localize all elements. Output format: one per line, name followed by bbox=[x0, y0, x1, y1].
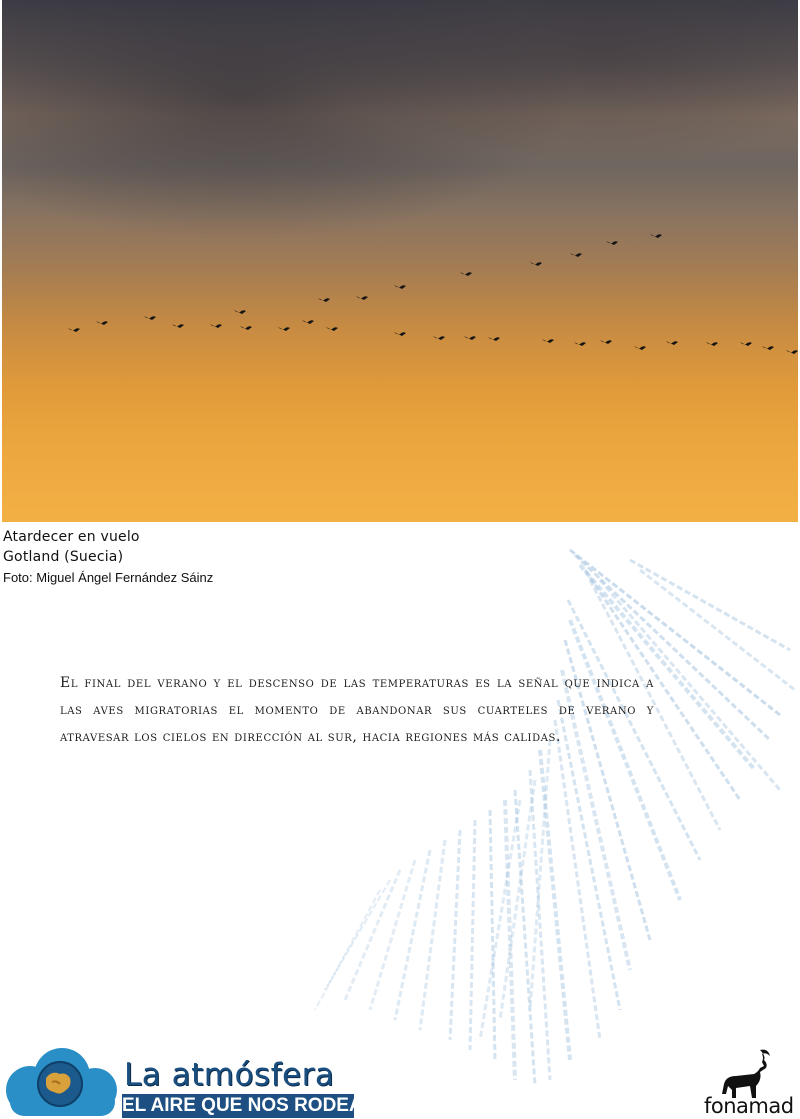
light-ray bbox=[370, 860, 415, 1010]
bird-silhouette bbox=[600, 340, 612, 344]
light-ray bbox=[480, 800, 520, 1040]
bird-silhouette bbox=[234, 310, 246, 314]
bird-silhouette bbox=[460, 272, 472, 276]
bird-silhouette bbox=[172, 324, 184, 328]
bird-silhouette bbox=[570, 253, 582, 257]
bird-silhouette bbox=[740, 342, 752, 346]
bird-silhouette bbox=[144, 316, 156, 320]
light-ray bbox=[490, 810, 495, 1060]
bird-silhouette bbox=[240, 326, 252, 330]
publisher-wordmark: fonamad bbox=[704, 1094, 794, 1118]
bird-silhouette bbox=[574, 342, 586, 346]
bird-silhouette bbox=[394, 332, 406, 336]
bird-silhouette bbox=[464, 336, 476, 340]
light-ray bbox=[345, 870, 400, 1000]
caption-place: Gotland (Suecia) bbox=[3, 549, 124, 565]
body-paragraph: El final del verano y el descenso de las temperaturas es la señal que indica a las aves migratorias el momento de abandonar sus cuarteles de verano y atravesar los cielos en dirección al sur, hacia regiones más calidas. bbox=[60, 675, 654, 745]
light-ray bbox=[505, 800, 515, 1080]
ibex-icon bbox=[716, 1046, 774, 1100]
bird-silhouette bbox=[488, 337, 500, 341]
light-ray bbox=[315, 890, 380, 1010]
bird-silhouette bbox=[302, 320, 314, 324]
bird-silhouette bbox=[356, 296, 368, 300]
light-rays-decoration bbox=[300, 540, 800, 1100]
light-ray bbox=[470, 820, 475, 1050]
bird-silhouette bbox=[786, 350, 798, 354]
bird-silhouette bbox=[706, 342, 718, 346]
light-ray bbox=[530, 740, 550, 1010]
sunset-photo bbox=[2, 0, 798, 522]
bird-silhouette bbox=[68, 328, 80, 332]
bird-silhouette bbox=[666, 341, 678, 345]
cloud-globe-icon bbox=[6, 1048, 117, 1116]
light-ray bbox=[500, 780, 535, 1020]
bird-silhouette bbox=[96, 321, 108, 325]
birds-flock bbox=[2, 0, 798, 522]
bird-silhouette bbox=[762, 346, 774, 350]
light-ray bbox=[450, 830, 460, 1040]
bird-silhouette bbox=[433, 336, 445, 340]
bird-silhouette bbox=[278, 327, 290, 331]
bird-silhouette bbox=[394, 285, 406, 289]
bird-silhouette bbox=[326, 327, 338, 331]
bird-silhouette bbox=[210, 324, 222, 328]
bird-silhouette bbox=[650, 234, 662, 238]
bird-silhouette bbox=[634, 346, 646, 350]
logo-title: La atmósfera bbox=[124, 1057, 335, 1093]
light-ray bbox=[515, 790, 535, 1085]
caption-credit: Foto: Miguel Ángel Fernández Sáinz bbox=[3, 570, 214, 585]
bird-silhouette bbox=[318, 298, 330, 302]
light-ray bbox=[630, 560, 790, 650]
light-ray bbox=[640, 570, 795, 690]
bird-silhouette bbox=[606, 241, 618, 245]
bird-silhouette bbox=[542, 339, 554, 343]
bird-silhouette bbox=[530, 262, 542, 266]
caption-title: Atardecer en vuelo bbox=[3, 529, 140, 545]
light-ray bbox=[420, 840, 445, 1030]
logo-subtitle: EL AIRE QUE NOS RODEA bbox=[122, 1095, 363, 1116]
